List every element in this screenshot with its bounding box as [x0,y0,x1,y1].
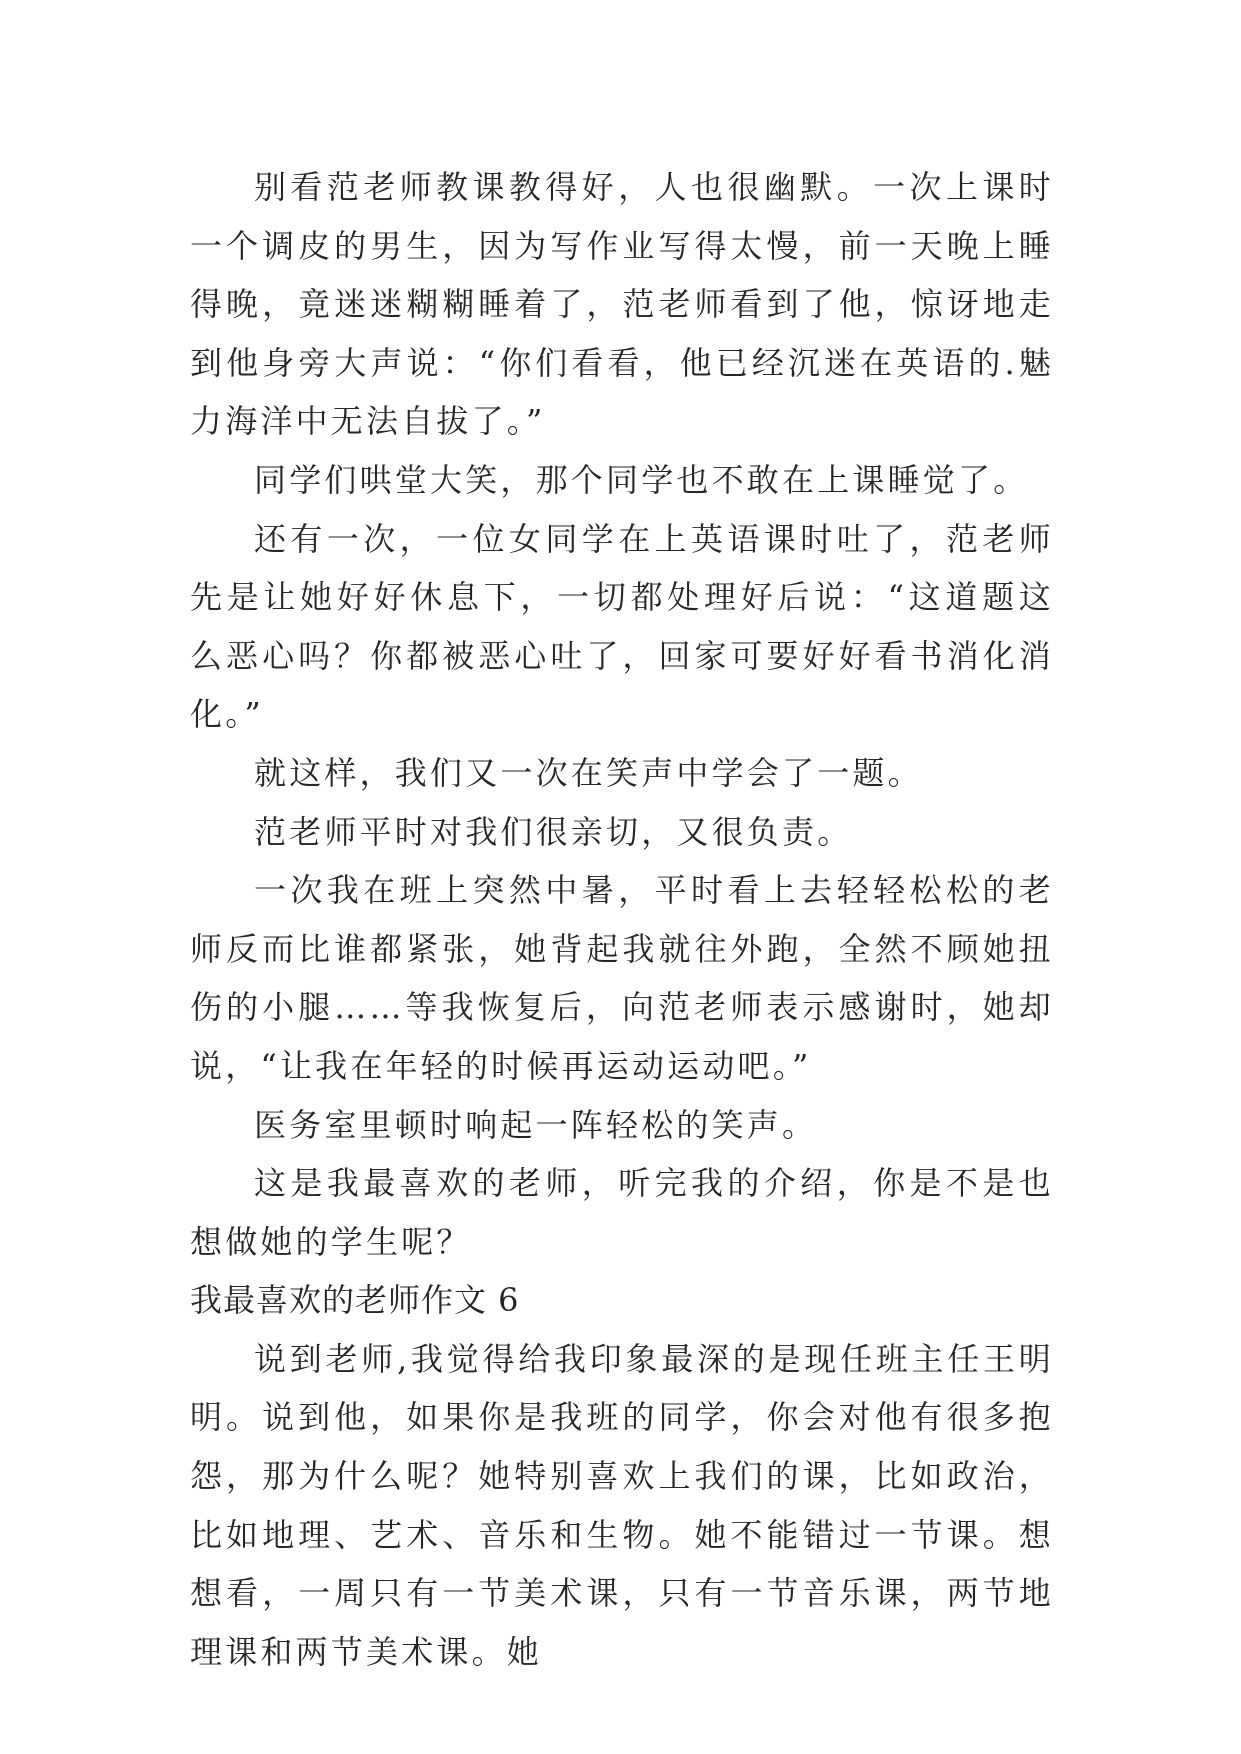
paragraph-6: 一次我在班上突然中暑，平时看上去轻轻松松的老师反而比谁都紧张，她背起我就往外跑，全然不顾她扭伤的小腿……等我恢复后，向范老师表示感谢时，她却说，“让我在年轻的时候再运动运动吧。” [190,871,1054,1085]
paragraph-2: 同学们哄堂大笑，那个同学也不敢在上课睡觉了。 [254,460,1029,499]
paragraph-3: 还有一次，一位女同学在上英语课时吐了，范老师先是让她好好休息下，一切都处理好后说：“这道题这么恶心吗？你都被恶心吐了，回家可要好好看书消化消化。” [190,519,1054,734]
paragraph-1: 别看范老师教课教得好，人也很幽默。一次上课时一个调皮的男生，因为写作业写得太慢，前一天晚上睡得晚，竟迷迷糊糊睡着了，范老师看到了他，惊讶地走到他身旁大声说：“你们看看，他已经沉迷在英语的.魅力海洋中无法自拔了。” [190,168,1054,441]
paragraph-7: 医务室里顿时响起一阵轻松的笑声。 [254,1105,818,1144]
essay-text [190,158,1054,1681]
paragraph-9: 说到老师,我觉得给我印象最深的是现任班主任王明明。说到他，如果你是我班的同学，你会对他有很多抱怨，那为什么呢？她特别喜欢上我们的课，比如政治，比如地理、艺术、音乐和生物。她不能错过一节课。想想看，一周只有一节美术课，只有一节音乐课，两节地理课和两节美术课。她 [190,1339,1054,1671]
paragraph-4: 就这样，我们又一次在笑声中学会了一题。 [254,753,923,792]
paragraph-8: 这是我最喜欢的老师，听完我的介绍，你是不是也想做她的学生呢？ [190,1164,1054,1261]
paragraph-5: 范老师平时对我们很亲切，又很负责。 [254,812,853,851]
section-title: 我最喜欢的老师作文 6 [190,1281,520,1320]
